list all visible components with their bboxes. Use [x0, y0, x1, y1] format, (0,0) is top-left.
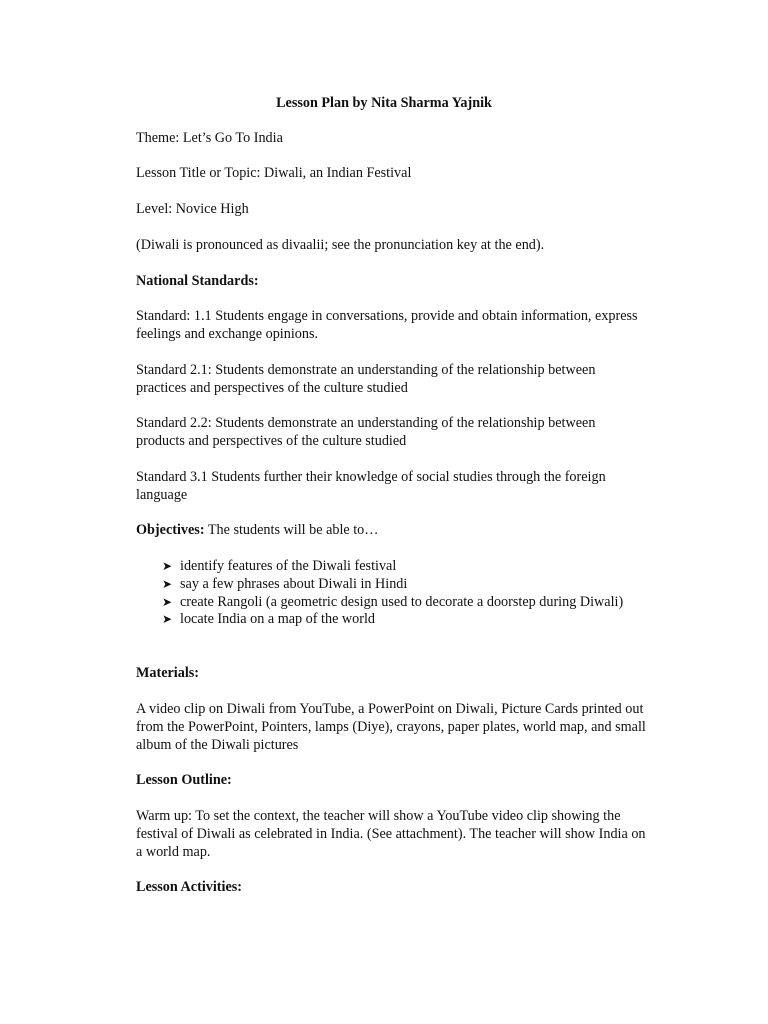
standard-2-1-line2: practices and perspectives of the culture studied — [136, 380, 408, 396]
lesson-title-line: Lesson Title or Topic: Diwali, an Indian Festival — [136, 165, 412, 181]
lesson-outline-line3: a world map. — [136, 844, 211, 860]
theme-line: Theme: Let’s Go To India — [136, 130, 283, 146]
objectives-label: Objectives: — [136, 522, 205, 538]
bullet-arrow-icon: ➤ — [162, 577, 173, 591]
objective-item: locate India on a map of the world — [180, 611, 376, 627]
bullet-arrow-icon: ➤ — [162, 595, 173, 609]
materials-line2: from the PowerPoint, Pointers, lamps (Diye), crayons, paper plates, world map, and small — [136, 719, 646, 735]
standard-2-2-line1: Standard 2.2: Students demonstrate an understanding of the relationship between — [136, 415, 596, 431]
objectives-line — [136, 521, 378, 539]
standard-1-1-line2: feelings and exchange opinions. — [136, 326, 319, 342]
standard-3-1-line2: language — [136, 487, 188, 503]
standard-2-1-line1: Standard 2.1: Students demonstrate an understanding of the relationship between — [136, 362, 596, 378]
objective-item: identify features of the Diwali festival — [180, 558, 397, 574]
bullet-arrow-icon: ➤ — [162, 612, 173, 626]
lesson-activities-heading: Lesson Activities: — [136, 879, 243, 895]
materials-heading: Materials: — [136, 665, 200, 681]
lesson-outline-line1: Warm up: To set the context, the teacher will show a YouTube video clip showing the — [136, 808, 621, 824]
materials-line1: A video clip on Diwali from YouTube, a PowerPoint on Diwali, Picture Cards printed out — [136, 701, 644, 717]
lesson-outline-line2: festival of Diwali as celebrated in India. (See attachment). The teacher will show India on — [136, 826, 646, 842]
document-title: Lesson Plan by Nita Sharma Yajnik — [276, 95, 492, 111]
objective-item: create Rangoli (a geometric design used to decorate a doorstep during Diwali) — [180, 594, 624, 610]
objectives-intro: The students will be able to… — [204, 522, 379, 538]
pronunciation-note: (Diwali is pronounced as divaalii; see the pronunciation key at the end). — [136, 237, 545, 253]
objective-item: say a few phrases about Diwali in Hindi — [180, 576, 408, 592]
materials-line3: album of the Diwali pictures — [136, 737, 299, 753]
lesson-outline-heading: Lesson Outline: — [136, 772, 232, 788]
standard-3-1-line1: Standard 3.1 Students further their knowledge of social studies through the foreign — [136, 469, 606, 485]
bullet-arrow-icon: ➤ — [162, 559, 173, 573]
national-standards-heading: National Standards: — [136, 273, 259, 289]
standard-1-1-line1: Standard: 1.1 Students engage in conversations, provide and obtain information, express — [136, 308, 638, 324]
standard-2-2-line2: products and perspectives of the culture studied — [136, 433, 407, 449]
level-line: Level: Novice High — [136, 201, 249, 217]
